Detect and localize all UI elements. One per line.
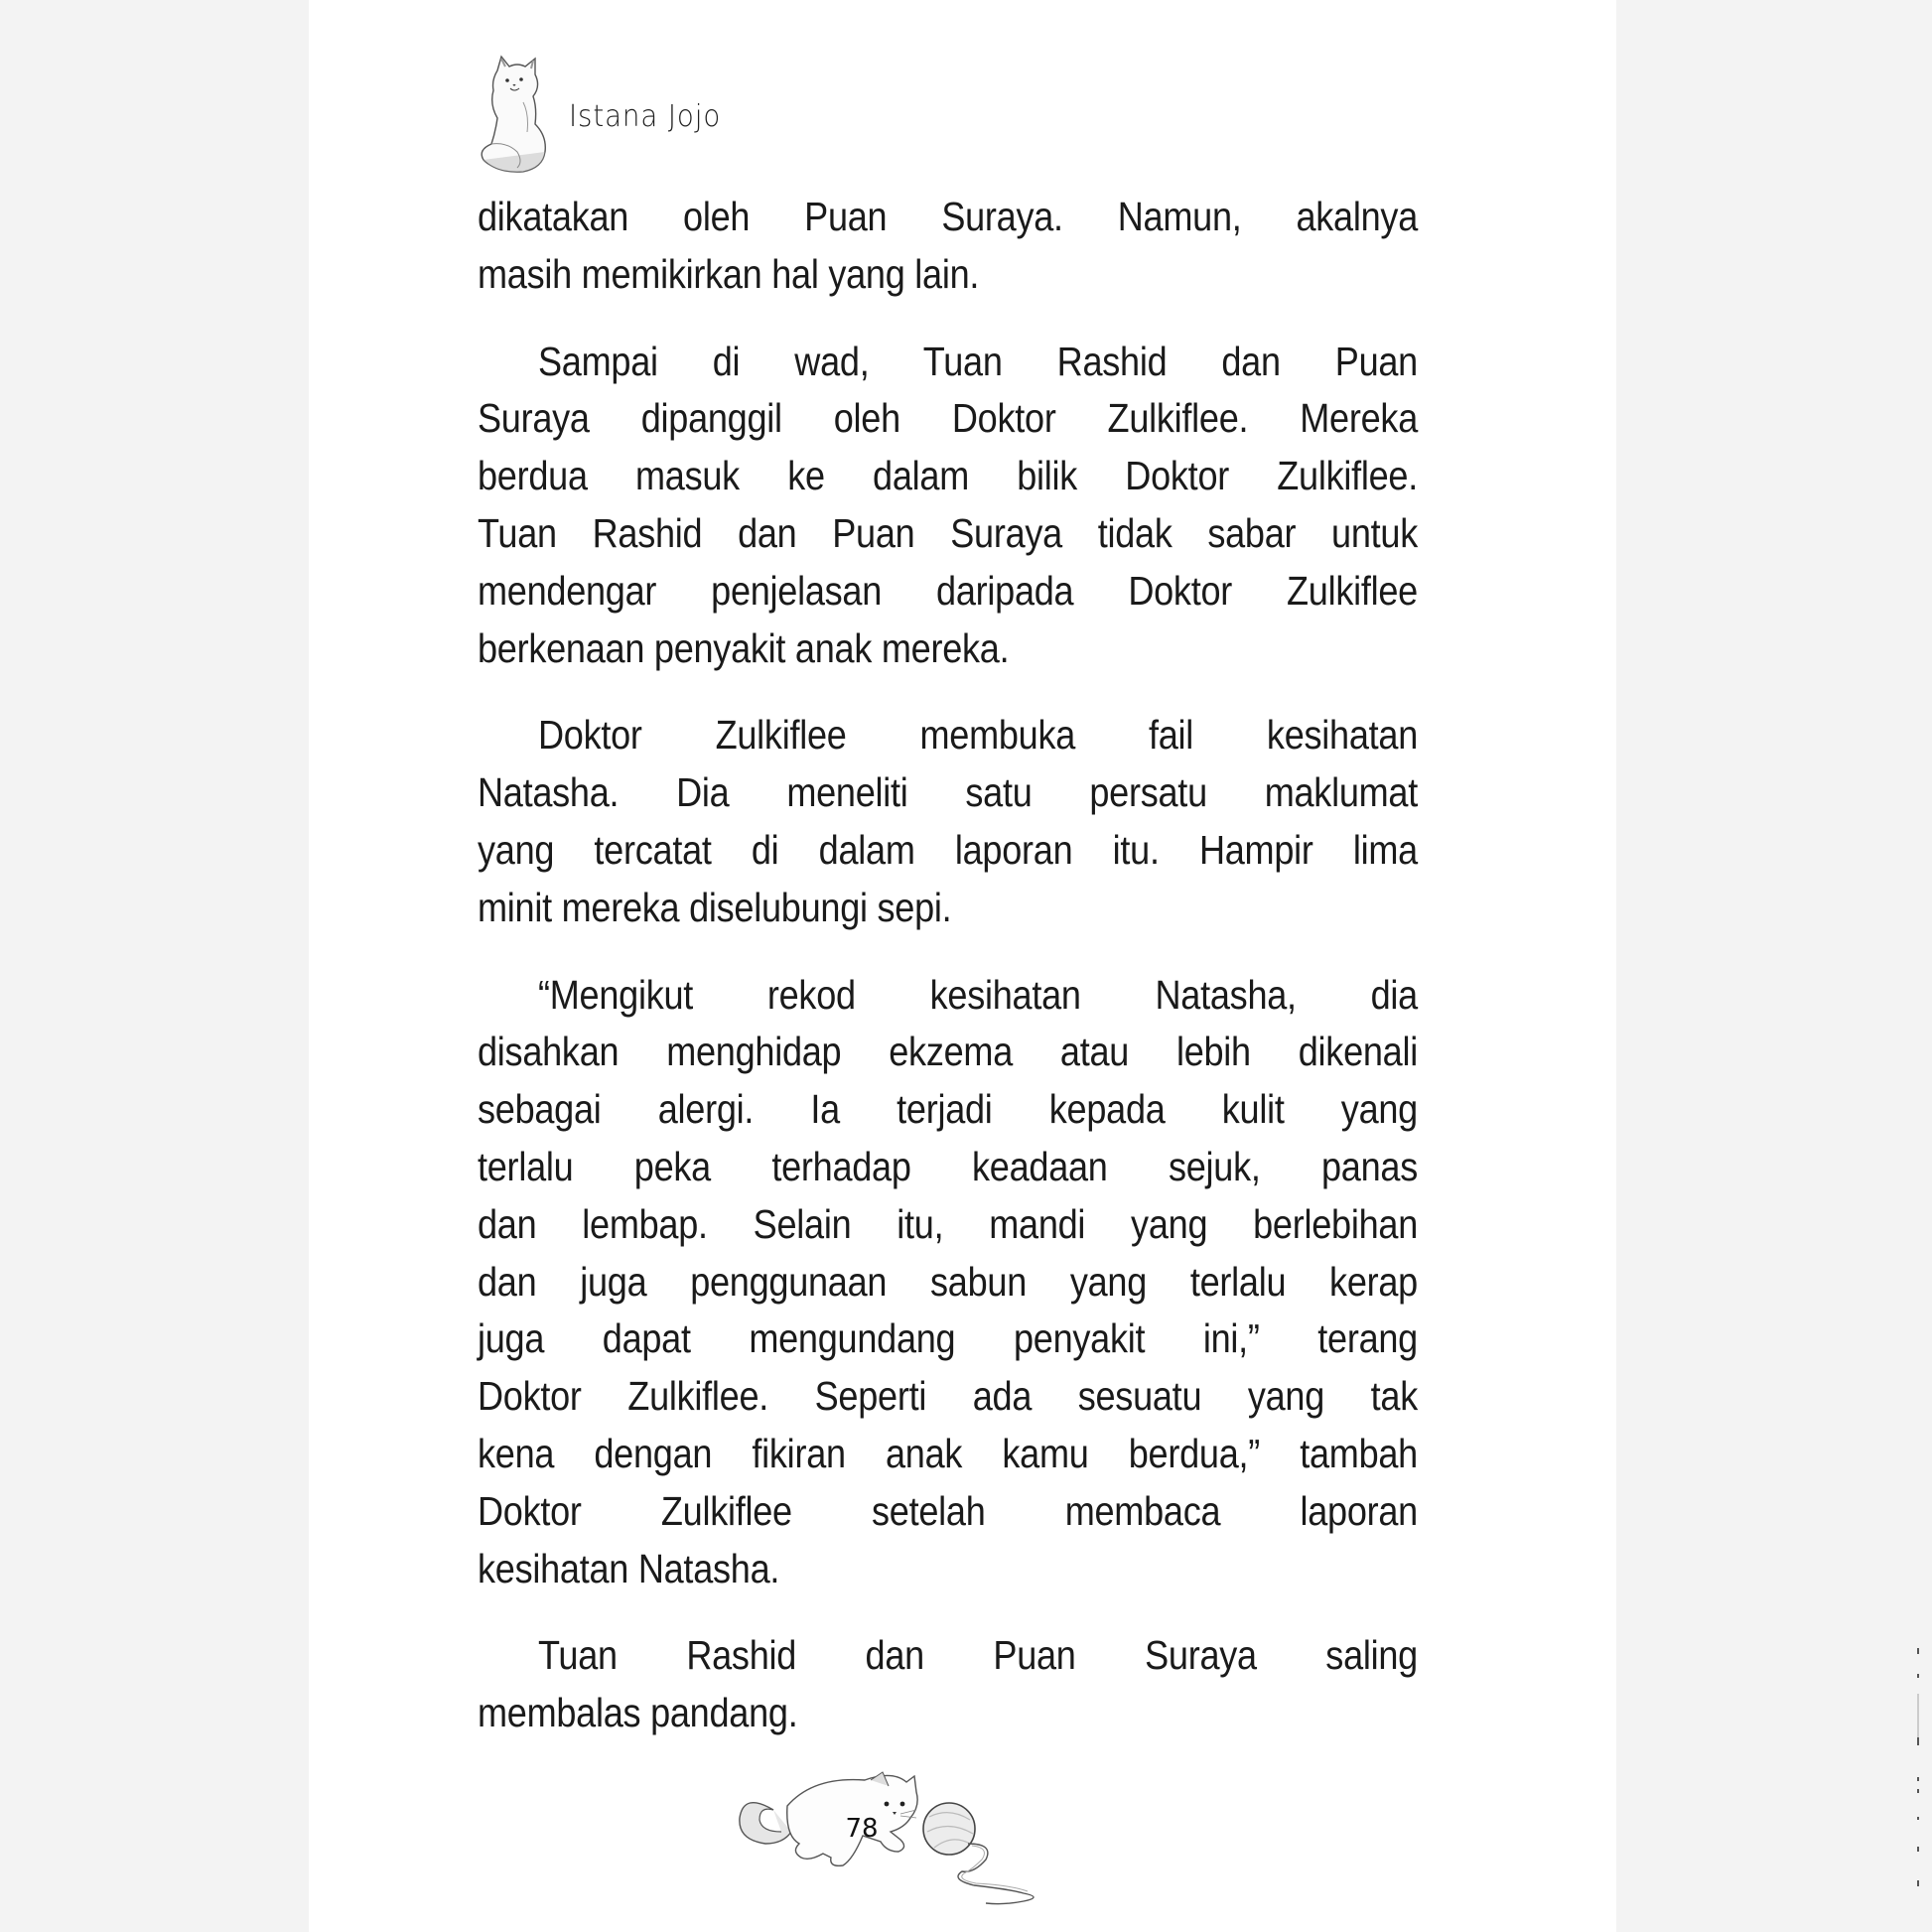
paragraph <box>478 189 1418 304</box>
text-line-content: membalas pandang. <box>478 1690 798 1736</box>
page-footer <box>726 1762 1063 1921</box>
text-line <box>478 1627 1418 1685</box>
book-page <box>309 0 1616 1932</box>
text-line <box>478 563 1418 621</box>
text-line-content: kena dengan fikiran anak kamu berdua,” tambah <box>478 1430 1418 1476</box>
text-line-content: masih memikirkan hal yang lain. <box>478 250 980 297</box>
text-line <box>478 1483 1418 1541</box>
text-line-content: Tuan Rashid dan Puan Suraya saling <box>538 1632 1418 1679</box>
text-line <box>478 1685 1418 1742</box>
text-line-content: Sampai di wad, Tuan Rashid dan Puan <box>538 338 1418 384</box>
text-line-content: Doktor Zulkiflee. Seperti ada sesuatu yang tak <box>478 1373 1418 1420</box>
paragraph <box>478 707 1418 936</box>
text-line <box>478 1426 1418 1483</box>
paragraph <box>478 967 1418 1598</box>
book-title: Istana Jojo <box>569 98 722 134</box>
text-line <box>478 1196 1418 1254</box>
text-line <box>478 390 1418 448</box>
text-line-content: Doktor Zulkiflee membuka fail kesihatan <box>538 712 1418 759</box>
text-line <box>478 246 1418 304</box>
text-line-content: Suraya dipanggil oleh Doktor Zulkiflee. Mereka <box>478 395 1418 442</box>
text-line-content: yang tercatat di dalam laporan itu. Hampir lima <box>478 826 1418 873</box>
kitten-with-yarn-icon <box>726 1762 1063 1921</box>
sitting-cat-icon <box>478 53 557 177</box>
text-line <box>478 880 1418 937</box>
text-line <box>478 967 1418 1025</box>
text-line <box>478 1139 1418 1196</box>
text-line <box>478 1024 1418 1081</box>
text-line <box>478 707 1418 764</box>
text-line <box>478 448 1418 505</box>
text-line-content: berkenaan penyakit anak mereka. <box>478 624 1010 671</box>
text-line <box>478 1254 1418 1311</box>
text-line-content: dikatakan oleh Puan Suraya. Namun, akalnya <box>478 194 1418 239</box>
text-line <box>478 1368 1418 1426</box>
text-line-content: Doktor Zulkiflee setelah membaca laporan <box>478 1487 1418 1534</box>
running-header <box>478 50 734 179</box>
text-line-content: terlalu peka terhadap keadaan sejuk, panas <box>478 1143 1418 1189</box>
paragraph <box>478 334 1418 678</box>
text-line-content: Natasha. Dia meneliti satu persatu maklumat <box>478 769 1418 816</box>
body-text <box>478 189 1418 1772</box>
text-line-content: minit mereka diselubungi sepi. <box>478 884 952 930</box>
paragraph <box>478 1627 1418 1742</box>
text-line <box>478 822 1418 880</box>
text-line <box>478 1081 1418 1139</box>
text-line <box>478 189 1418 246</box>
page-number: 78 <box>845 1814 879 1844</box>
text-line-content: juga dapat mengundang penyakit ini,” terang <box>478 1315 1418 1362</box>
text-line-content: disahkan menghidap ekzema atau lebih dikenali <box>478 1029 1418 1075</box>
text-line <box>478 1541 1418 1598</box>
text-line-content: Tuan Rashid dan Puan Suraya tidak sabar untuk <box>478 509 1418 556</box>
text-line-content: berdua masuk ke dalam bilik Doktor Zulkiflee. <box>478 453 1418 499</box>
text-line-content: mendengar penjelasan daripada Doktor Zulkiflee <box>478 567 1418 614</box>
text-line-content: dan juga penggunaan sabun yang terlalu kerap <box>478 1258 1418 1305</box>
text-line <box>478 764 1418 822</box>
text-line <box>478 505 1418 563</box>
text-line-content: “Mengikut rekod kesihatan Natasha, dia <box>538 971 1418 1018</box>
page-edge-marks <box>1917 1648 1920 1906</box>
text-line-content: dan lembap. Selain itu, mandi yang berlebihan <box>478 1200 1418 1247</box>
text-line <box>478 621 1418 678</box>
text-line-content: kesihatan Natasha. <box>478 1545 780 1591</box>
text-line <box>478 1311 1418 1368</box>
text-line <box>478 334 1418 391</box>
text-line-content: sebagai alergi. Ia terjadi kepada kulit yang <box>478 1086 1418 1133</box>
